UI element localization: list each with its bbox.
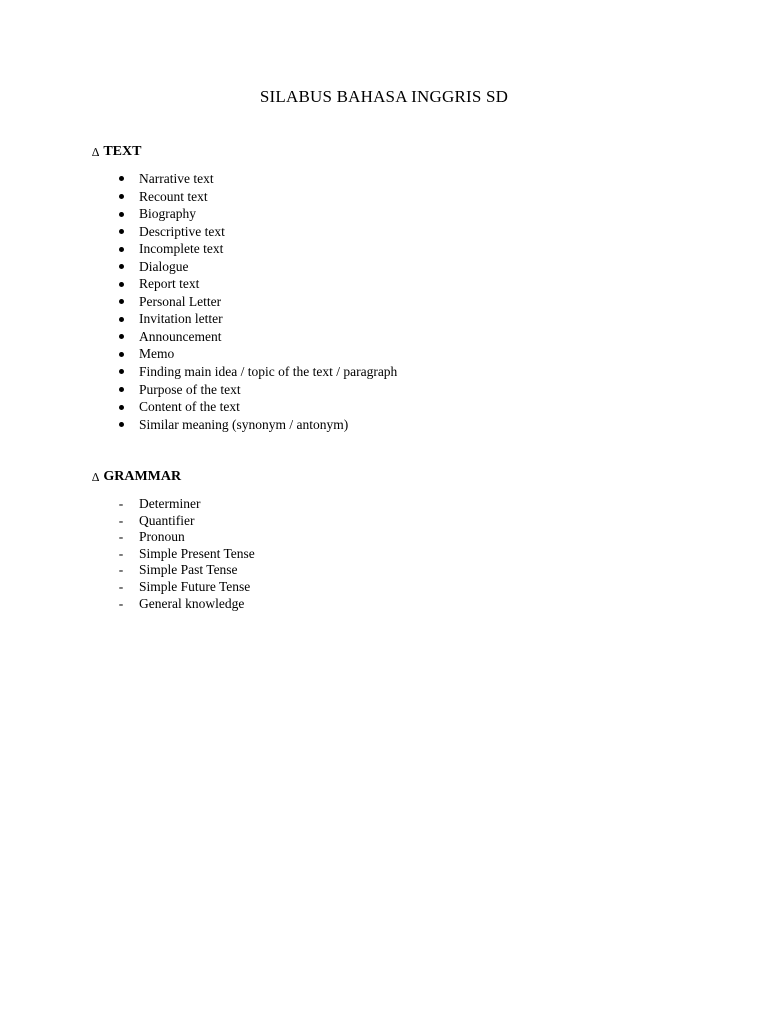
bullet-icon (114, 416, 128, 434)
dash-marker: - (118, 545, 124, 561)
dash-marker: - (118, 512, 124, 528)
section-heading-label: TEXT (103, 144, 142, 159)
dash-marker: - (118, 578, 124, 594)
triangle-icon: ∆ (92, 469, 100, 484)
bullet-icon (114, 223, 128, 241)
section-heading-label: GRAMMAR (103, 469, 182, 484)
bullet-icon (114, 188, 128, 206)
bullet-icon (114, 381, 128, 399)
bullet-icon (114, 328, 128, 346)
bullet-icon (114, 170, 128, 188)
bullet-icon (114, 363, 128, 381)
bullet-icon (114, 205, 128, 223)
bullet-icon (114, 345, 128, 363)
dash-marker: - (118, 595, 124, 611)
bullet-icon (114, 293, 128, 311)
page-title: SILABUS BAHASA INGGRIS SD (259, 87, 509, 106)
dash-marker: - (118, 562, 124, 578)
bullet-icon (114, 240, 128, 258)
bullet-icon (114, 275, 128, 293)
section-heading-text (92, 144, 141, 160)
bullet-icon (114, 258, 128, 276)
document-page: SILABUS BAHASA INGGRIS SD ∆ TEXT Narrative text Recount text Biography Descriptive text Incomplete text Dialogue Report text Personal Letter Invitation letter Announcement Memo Finding main idea / topic of the text / paragraph Purpose of the text Content of the text Similar meaning (synonym / antonym) ∆ GRAMMAR - Determiner - Quantifier - Pronoun - Simple Present Tense - Simple Past Tense - Simple Future Tense - General knowledge (0, 0, 768, 1024)
bullet-icon (114, 398, 128, 416)
bullet-icon (114, 310, 128, 328)
section-heading-grammar (92, 469, 181, 485)
dash-marker: - (118, 496, 124, 511)
triangle-icon: ∆ (92, 144, 100, 159)
dash-marker: - (118, 529, 124, 545)
